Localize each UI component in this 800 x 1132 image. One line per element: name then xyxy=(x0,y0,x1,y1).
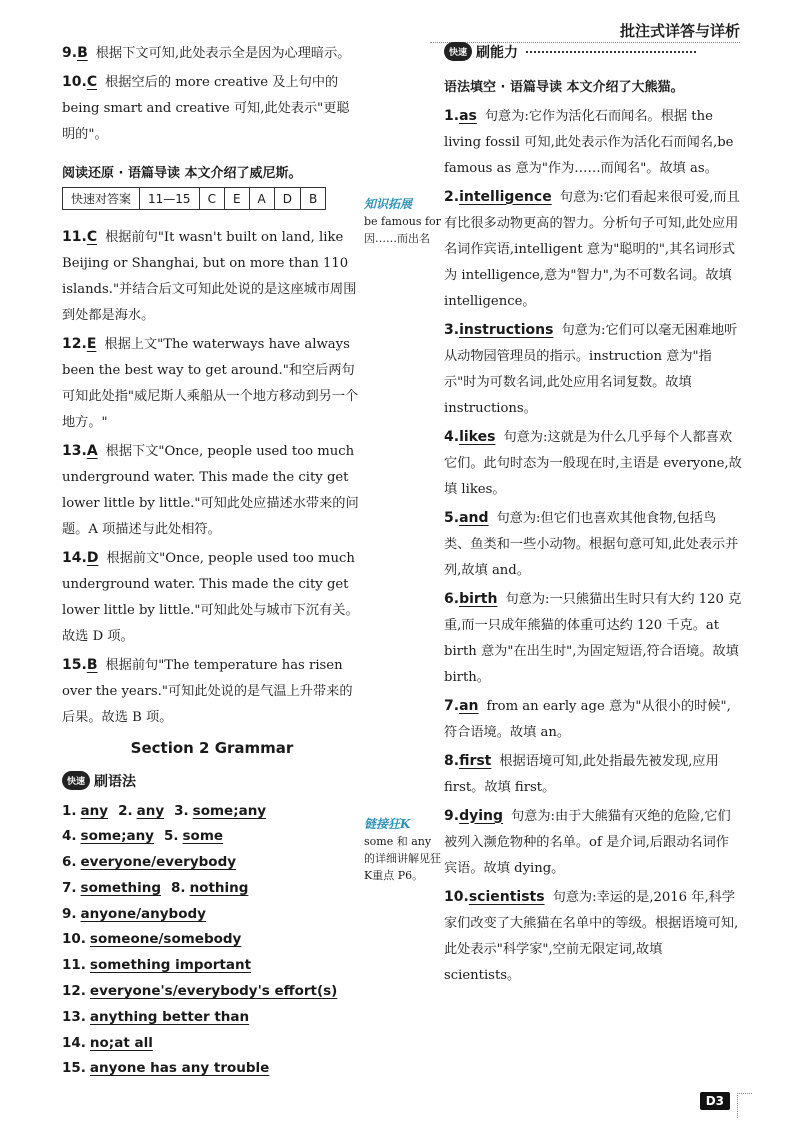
item-answer: B xyxy=(86,657,98,673)
grammar-answer: something xyxy=(80,879,162,896)
badge-pill: 快速 xyxy=(444,42,472,61)
item-explanation: 根据前句"It wasn't built on land, like Beijing or Shanghai, but on more than 110 islands."并结合后文可知此处说的是这座城市周围到处都是海水。 xyxy=(62,230,357,323)
item-number: 9. xyxy=(62,45,78,61)
item-explanation: 句意为:它作为活化石而闻名。根据 the living fossil 可知,此处表示作为活化石而闻名,be famous as 意为"作为……而闻名"。故填 as。 xyxy=(444,108,734,176)
answer-item xyxy=(444,103,742,182)
grammar-number: 10. xyxy=(62,931,86,948)
item-number: 11. xyxy=(62,229,87,245)
quick-answer-range: 11—15 xyxy=(140,188,200,210)
item-explanation: 句意为:由于大熊猫有灭绝的危险,它们被列入濒危物种的名单。of 是介词,后跟动名词作宾语。故填 dying。 xyxy=(444,808,731,876)
item-answer: dying xyxy=(459,807,503,824)
item-explanation: 句意为:一只熊猫出生时只有大约 120 克重,而一只成年熊猫的体重可达约 120 千克。at birth 意为"在出生时",为固定短语,符合语境。故填 birth。 xyxy=(444,591,742,685)
answer-item xyxy=(444,505,742,584)
answer-item xyxy=(444,586,742,691)
item-number: 9. xyxy=(444,807,460,824)
item-number: 10. xyxy=(444,888,469,905)
item-explanation: 根据下文可知,此处表示全是因为心理暗示。 xyxy=(95,46,351,61)
grammar-number: 12. xyxy=(62,983,86,1000)
grammar-answer-list xyxy=(62,799,362,1083)
left-column xyxy=(62,40,362,1082)
answer-item xyxy=(444,748,742,801)
right-column xyxy=(444,40,742,991)
side-note-knowledge xyxy=(364,196,444,247)
grammar-row xyxy=(62,927,362,953)
page-header-title: 批注式详答与详析 xyxy=(619,22,740,40)
item-explanation: from an early age 意为"从很小的时候",符合语境。故填 an。 xyxy=(444,698,731,740)
item-number: 4. xyxy=(444,428,460,445)
item-number: 1. xyxy=(444,107,460,124)
grammar-answer: some;any xyxy=(192,802,267,819)
item-explanation: 根据下文"Once, people used too much underground water. This made the city get lower little by little."可知此处应描述水带来的问题。A 项描述与此处相符。 xyxy=(62,444,359,537)
item-number: 6. xyxy=(444,590,460,607)
item-number: 5. xyxy=(444,509,460,526)
grammar-number: 6. xyxy=(62,854,77,871)
item-answer: as xyxy=(459,107,477,124)
item-explanation: 句意为:它们可以毫无困难地听从动物园管理员的指示。instruction 意为"指示"时为可数名词,此处应用名词复数。故填 instructions。 xyxy=(444,322,738,416)
answer-item xyxy=(62,224,362,329)
grammar-badge xyxy=(62,771,136,791)
answer-list-right xyxy=(444,103,742,989)
grammar-row xyxy=(62,850,362,876)
item-explanation: 根据空后的 more creative 及上句中的 being smart and creative 可知,此处表示"更聪明的"。 xyxy=(62,75,350,142)
side-note-text: some 和 any 的详细讲解见狂K重点 P6。 xyxy=(364,835,441,882)
ability-badge xyxy=(444,42,696,62)
grammar-answer: anyone has any trouble xyxy=(89,1060,270,1077)
item-answer: birth xyxy=(459,590,498,607)
item-answer: B xyxy=(77,45,88,61)
grammar-answer: anyone/anybody xyxy=(80,905,206,922)
item-explanation: 根据前文"Once, people used too much underground water. This made the city get lower little by little."可知此处与城市下沉有关。故选 D 项。 xyxy=(62,551,359,644)
badge-pill: 快速 xyxy=(62,771,90,790)
quick-answer-cell: C xyxy=(199,188,224,210)
item-answer: scientists xyxy=(468,888,545,905)
quick-answer-cell: A xyxy=(249,188,274,210)
grammar-row xyxy=(62,953,362,979)
item-explanation: 句意为:幸运的是,2016 年,科学家们改变了大熊猫在名单中的等级。根据语境可知,此处表示"科学家",空前无限定词,故填 scientists。 xyxy=(444,889,739,983)
quick-answer-cell: B xyxy=(301,188,326,210)
item-number: 2. xyxy=(444,188,460,205)
item-number: 15. xyxy=(62,657,87,673)
grammar-number: 3. xyxy=(174,802,189,819)
item-explanation: 句意为:但它们也喜欢其他食物,包括鸟类、鱼类和一些小动物。根据句意可知,此处表示并列,故填 and。 xyxy=(444,510,739,578)
answer-item xyxy=(62,438,362,543)
grammar-number: 1. xyxy=(62,802,77,819)
answer-item xyxy=(444,184,742,315)
item-answer: A xyxy=(86,443,98,459)
grammar-row xyxy=(62,1031,362,1057)
badge-dots xyxy=(526,51,696,53)
item-answer: E xyxy=(86,336,97,352)
grammar-number: 14. xyxy=(62,1034,86,1051)
grammar-answer: any xyxy=(80,802,109,819)
grammar-answer: everyone's/everybody's effort(s) xyxy=(89,983,338,1000)
grammar-number: 5. xyxy=(163,828,179,845)
answer-item xyxy=(62,331,362,436)
grammar-answer: no;at all xyxy=(89,1034,153,1051)
item-answer: D xyxy=(86,550,99,566)
item-answer: intelligence xyxy=(459,188,552,205)
grammar-fill-intro: 语法填空 · 语篇导读 本文介绍了大熊猫。 xyxy=(444,79,684,95)
item-answer: C xyxy=(86,74,98,90)
grammar-answer: nothing xyxy=(189,879,249,896)
grammar-row xyxy=(62,979,362,1005)
answer-list-b xyxy=(62,224,362,731)
grammar-number: 4. xyxy=(62,828,77,845)
grammar-row xyxy=(62,902,362,928)
item-explanation: 根据语境可知,此处指最先被发现,应用 first。故填 first。 xyxy=(444,753,719,795)
answer-item xyxy=(444,803,742,882)
item-answer: and xyxy=(459,509,489,526)
grammar-answer: something important xyxy=(89,957,252,974)
item-explanation: 句意为:这就是为什么几乎每个人都喜欢它们。此句时态为一般现在时,主语是 everyone,故填 likes。 xyxy=(444,429,742,497)
answer-item xyxy=(444,424,742,503)
quick-answer-cell: D xyxy=(274,188,300,210)
grammar-number: 9. xyxy=(62,905,77,922)
answer-item xyxy=(444,317,742,422)
item-answer: C xyxy=(86,229,98,245)
grammar-row xyxy=(62,799,362,825)
grammar-row xyxy=(62,876,362,902)
grammar-number: 15. xyxy=(62,1060,86,1077)
item-number: 7. xyxy=(444,697,460,714)
badge-label: 刷语法 xyxy=(94,773,137,790)
item-number: 10. xyxy=(62,74,87,90)
quick-answer-label: 快速对答案 xyxy=(63,188,140,210)
item-number: 14. xyxy=(62,550,87,566)
side-note-text: be famous for 因……而出名 xyxy=(364,215,441,245)
grammar-answer: everyone/everybody xyxy=(80,854,237,871)
item-explanation: 句意为:它们看起来很可爱,而且有比很多动物更高的智力。分析句子可知,此处应用名词作宾语,intelligent 意为"聪明的",其名词形式为 intelligence,意为"智力",为不可数名词。故填 intelligence。 xyxy=(444,189,740,309)
answer-list-a xyxy=(62,40,362,148)
grammar-row xyxy=(62,824,362,850)
item-explanation: 根据上文"The waterways have always been the best way to get around."和空后两句可知此处指"威尼斯人乘船从一个地方移动到另一个地方。" xyxy=(62,337,359,430)
grammar-answer: some;any xyxy=(80,828,154,845)
answer-item xyxy=(62,40,362,67)
item-number: 3. xyxy=(444,321,460,338)
grammar-number: 13. xyxy=(62,1008,86,1025)
item-answer: instructions xyxy=(459,321,554,338)
badge-label: 刷能力 xyxy=(476,44,519,61)
answer-item xyxy=(444,693,742,746)
item-number: 8. xyxy=(444,752,460,769)
answer-item xyxy=(62,69,362,148)
item-explanation: 根据前句"The temperature has risen over the years."可知此处说的是气温上升带来的后果。故选 B 项。 xyxy=(62,658,353,725)
side-note-link xyxy=(364,816,444,884)
grammar-row xyxy=(62,1056,362,1082)
item-answer: an xyxy=(459,697,479,714)
reading-intro: 阅读还原 · 语篇导读 本文介绍了威尼斯。 xyxy=(62,166,302,181)
page-number: D3 xyxy=(700,1092,730,1110)
side-note-title: 链接狂K xyxy=(364,817,411,831)
item-number: 13. xyxy=(62,443,87,459)
grammar-number: 7. xyxy=(62,879,77,896)
grammar-answer: any xyxy=(136,802,165,819)
quick-answer-cell: E xyxy=(224,188,249,210)
page-corner-dots xyxy=(737,1093,752,1118)
item-answer: likes xyxy=(459,428,496,445)
side-note-title: 知识拓展 xyxy=(364,197,413,211)
grammar-row xyxy=(62,1005,362,1031)
grammar-answer: some xyxy=(182,828,224,845)
grammar-number: 2. xyxy=(118,802,133,819)
grammar-number: 11. xyxy=(62,957,86,974)
grammar-answer: someone/somebody xyxy=(89,931,242,948)
grammar-answer: anything better than xyxy=(89,1008,250,1025)
quick-answer-table xyxy=(62,187,326,210)
answer-item xyxy=(444,884,742,989)
answer-item xyxy=(62,545,362,650)
item-number: 12. xyxy=(62,336,87,352)
section-title: Section 2 Grammar xyxy=(130,739,294,757)
answer-item xyxy=(62,652,362,731)
item-answer: first xyxy=(459,752,492,769)
grammar-number: 8. xyxy=(171,879,186,896)
